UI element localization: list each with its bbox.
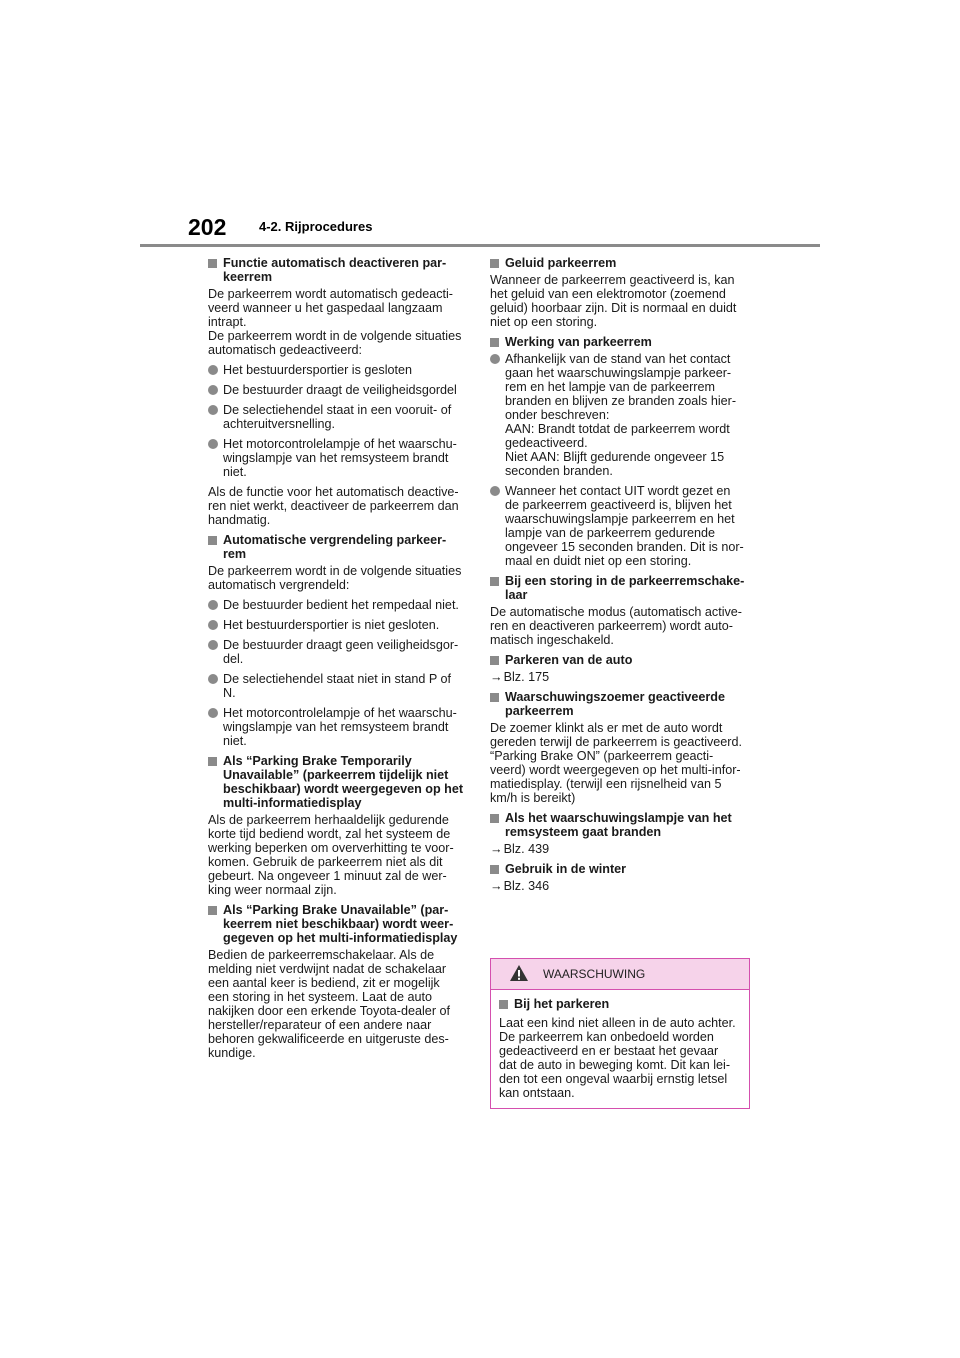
arrow-right-icon: → [490, 670, 503, 684]
list-item [208, 706, 486, 748]
page-number: 202 [188, 214, 227, 240]
warning-header [491, 959, 749, 990]
square-marker-icon [208, 259, 217, 268]
list-item-text: Het bestuurdersportier is gesloten [223, 363, 413, 377]
arrow-right-icon: → [490, 842, 503, 856]
circle-bullet-icon [208, 640, 218, 650]
list-item-text: Wanneer het contact UIT wordt gezet en de parkeerrem geactiveerd is, blijven het waarschuwingslampje parkeerrem en het lampje van de parkeerrem gedurende ongeveer 15 seconden branden. Dit is nor- maal en duidt niet op een storing. [505, 484, 744, 568]
section-heading-text: Gebruik in de winter [505, 862, 627, 876]
page-reference [490, 842, 752, 856]
list-item [208, 672, 486, 700]
section-heading-text: Waarschuwingszoemer geactiveerde parkeerrem [505, 690, 726, 718]
list-item-text: Afhankelijk van de stand van het contact gaan het waarschuwingslampje parkeer- rem en het lampje van de parkeerrem branden en blijven ze branden zoals hier- onder beschreven: AAN: Brandt totdat de parkeerrem wordt gedeactiveerd. Niet AAN: Blijft gedurende ongeveer 15 seconden branden. [505, 352, 737, 478]
circle-bullet-icon [490, 354, 500, 364]
list-item-text: De selectiehendel staat niet in stand P of N. [223, 672, 452, 700]
section-heading-text: Functie automatisch deactiveren par- keerrem [223, 256, 447, 284]
warning-heading [499, 997, 741, 1011]
section-heading [490, 862, 752, 876]
section-heading-text: Als “Parking Brake Unavailable” (par- keerrem niet beschikbaar) wordt weer- gegeven op het multi-informatiedisplay [223, 903, 458, 945]
section-heading-text: Als “Parking Brake Temporarily Unavailable” (parkeerrem tijdelijk niet beschikbaar) wordt weergegeven op het multi-informatiedisplay [223, 754, 464, 810]
page-reference [490, 670, 752, 684]
circle-bullet-icon [208, 385, 218, 395]
square-marker-icon [490, 693, 499, 702]
section-heading [208, 754, 486, 810]
page-reference [490, 879, 752, 893]
warning-body [491, 990, 749, 1108]
page-reference-text: Blz. 175 [503, 670, 550, 684]
section-heading [490, 653, 752, 667]
section-heading [208, 903, 486, 945]
paragraph: De automatische modus (automatisch active- ren en deactiveren parkeerrem) wordt auto- matisch ingeschakeld. [490, 605, 742, 647]
list-item [208, 598, 486, 612]
section-heading-text: Automatische vergrendeling parkeer- rem [223, 533, 447, 561]
section-heading [208, 256, 486, 284]
circle-bullet-icon [490, 486, 500, 496]
list-item [208, 618, 486, 632]
square-marker-icon [490, 338, 499, 347]
section-heading-text: Werking van parkeerrem [505, 335, 652, 349]
paragraph: Bedien de parkeerremschakelaar. Als de melding niet verdwijnt nadat de schakelaar een aantal keer is bediend, zit er mogelijk een storing in het systeem. Laat de auto nakijken door een erkende Toyota-dealer of hersteller/reparateur of een andere naar behoren gekwalificeerde en uitgeruste des- kundige. [208, 948, 451, 1060]
section-heading [490, 335, 752, 349]
section-heading [490, 690, 752, 718]
paragraph: De parkeerrem wordt automatisch gedeacti- veerd wanneer u het gaspedaal langzaam intrapt. De parkeerrem wordt in de volgende situaties automatisch gedeactiveerd: [208, 287, 462, 357]
right-column [490, 256, 752, 899]
section-heading [490, 811, 752, 839]
list-item [490, 484, 752, 568]
page-reference-text: Blz. 346 [503, 879, 550, 893]
square-marker-icon [208, 536, 217, 545]
header-rule [140, 244, 820, 247]
circle-bullet-icon [208, 365, 218, 375]
list-item-text: De selectiehendel staat in een vooruit- of achteruitversnelling. [223, 403, 452, 431]
warning-title: WAARSCHUWING [543, 967, 646, 981]
square-marker-icon [490, 656, 499, 665]
warning-box [490, 958, 750, 1109]
square-marker-icon [490, 865, 499, 874]
circle-bullet-icon [208, 439, 218, 449]
list-item [208, 403, 486, 431]
section-heading-text: Geluid parkeerrem [505, 256, 617, 270]
section-heading-text: Parkeren van de auto [505, 653, 633, 667]
square-marker-icon [208, 757, 217, 766]
list-item-text: De bestuurder draagt de veiligheidsgordel [223, 383, 457, 397]
list-item [490, 352, 752, 478]
paragraph: Wanneer de parkeerrem geactiveerd is, kan het geluid van een elektromotor (zoemend geluid) hoorbaar zijn. Dit is normaal en duidt niet op een storing. [490, 273, 737, 329]
square-marker-icon [490, 577, 499, 586]
circle-bullet-icon [208, 405, 218, 415]
list-item-text: De bestuurder bedient het rempedaal niet. [223, 598, 459, 612]
arrow-right-icon: → [490, 879, 503, 893]
square-marker-icon [208, 906, 217, 915]
section-heading [208, 533, 486, 561]
list-item-text: De bestuurder draagt geen veiligheidsgor- del. [223, 638, 459, 666]
paragraph: De zoemer klinkt als er met de auto wordt gereden terwijl de parkeerrem is geactiveerd. “Parking Brake ON” (parkeerrem geacti- veerd) wordt weergegeven op het multi-infor- matiedisplay. (terwijl een rijsnelheid van 5 km/h is bereikt) [490, 721, 742, 805]
square-marker-icon [490, 814, 499, 823]
paragraph: Als de functie voor het automatisch deactive- ren niet werkt, deactiveer de parkeerrem dan handmatig. [208, 485, 459, 527]
list-item-text: Het motorcontrolelampje of het waarschu- wingslampje van het remsysteem brandt niet. [223, 706, 457, 748]
section-heading-text: Als het waarschuwingslampje van het remsysteem gaat branden [505, 811, 732, 839]
circle-bullet-icon [208, 708, 218, 718]
square-marker-icon [490, 259, 499, 268]
list-item-text: Het motorcontrolelampje of het waarschu- wingslampje van het remsysteem brandt niet. [223, 437, 457, 479]
list-item [208, 383, 486, 397]
paragraph: De parkeerrem wordt in de volgende situaties automatisch vergrendeld: [208, 564, 462, 592]
section-heading-text: Bij een storing in de parkeerremschake- laar [505, 574, 745, 602]
circle-bullet-icon [208, 600, 218, 610]
list-item [208, 437, 486, 479]
circle-bullet-icon [208, 674, 218, 684]
page-header [140, 213, 820, 249]
square-marker-icon [499, 1000, 508, 1009]
left-column [208, 256, 486, 1066]
section-title: 4-2. Rijprocedures [259, 219, 373, 234]
warning-text: Laat een kind niet alleen in de auto achter. De parkeerrem kan onbedoeld worden gedeactiveerd en er bestaat het gevaar dat de auto in beweging komt. Dit kan lei- den tot een ongeval waarbij ernstig letsel kan ontstaan. [499, 1016, 736, 1100]
warning-heading-text: Bij het parkeren [514, 997, 610, 1011]
list-item [208, 638, 486, 666]
warning-triangle-icon [509, 964, 529, 982]
section-heading [490, 574, 752, 602]
paragraph: Als de parkeerrem herhaaldelijk gedurende korte tijd bediend wordt, zal het systeem de werking beperken om oververhitting te voor- komen. Gebruik de parkeerrem niet als dit gebeurt. Na ongeveer 1 minuut zal de wer- king weer normaal zijn. [208, 813, 454, 897]
list-item [208, 363, 486, 377]
section-heading [490, 256, 752, 270]
list-item-text: Het bestuurdersportier is niet gesloten. [223, 618, 440, 632]
page-reference-text: Blz. 439 [503, 842, 550, 856]
circle-bullet-icon [208, 620, 218, 630]
